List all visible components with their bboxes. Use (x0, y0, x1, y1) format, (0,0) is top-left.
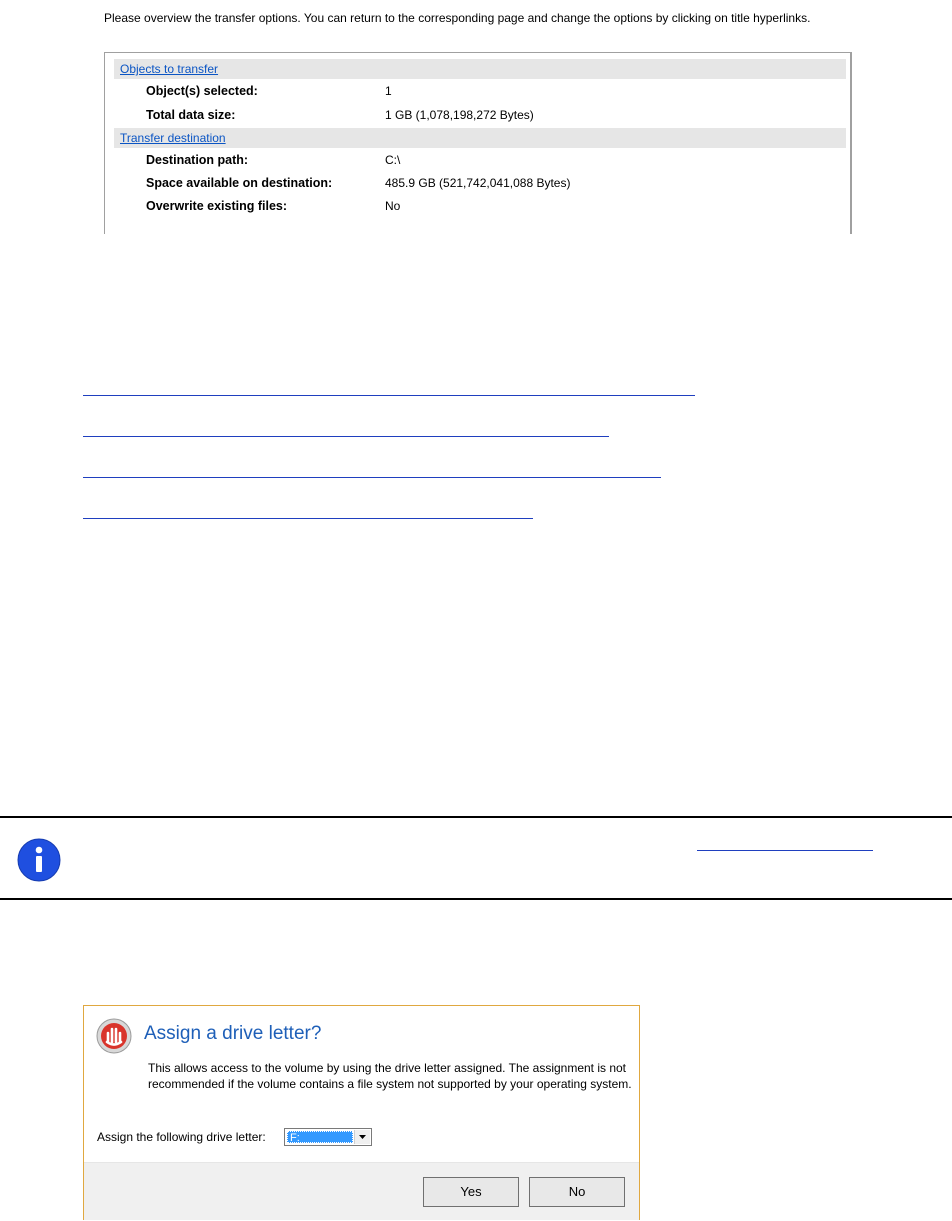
objects-selected-value: 1 (385, 84, 392, 98)
dialog-description: This allows access to the volume by using the drive letter assigned. The assignment is not recommended if the volume contains a file system not supported by your operating system. (148, 1061, 632, 1091)
doc-link-2[interactable] (83, 436, 609, 437)
overwrite-value: No (385, 199, 401, 213)
yes-button[interactable]: Yes (423, 1177, 519, 1207)
space-available-label: Space available on destination: (146, 176, 333, 190)
note-bottom-rule (0, 898, 952, 900)
drive-letter-value: F: (287, 1131, 353, 1143)
dialog-title: Assign a drive letter? (144, 1023, 322, 1044)
doc-link-3[interactable] (83, 477, 661, 478)
doc-link-4[interactable] (83, 518, 533, 519)
wizard-icon (96, 1018, 132, 1054)
section-header-destination (114, 128, 846, 148)
note-link[interactable] (697, 850, 873, 851)
summary-intro: Please overview the transfer options. You can return to the corresponding page and change the options by clicking on title hyperlinks. (104, 11, 811, 25)
objects-selected-label: Object(s) selected: (146, 84, 258, 98)
objects-to-transfer-link[interactable]: Objects to transfer (120, 62, 219, 76)
section-header-objects (114, 59, 846, 79)
chevron-down-icon[interactable] (354, 1130, 370, 1144)
destination-path-label: Destination path: (146, 153, 249, 167)
space-available-value: 485.9 GB (521,742,041,088 Bytes) (385, 176, 571, 190)
destination-path-value: C:\ (385, 153, 401, 167)
drive-letter-select[interactable] (284, 1128, 372, 1146)
transfer-destination-link[interactable]: Transfer destination (120, 131, 226, 145)
no-button[interactable]: No (529, 1177, 625, 1207)
total-size-label: Total data size: (146, 108, 236, 122)
info-icon (13, 838, 66, 883)
dialog-footer (84, 1162, 639, 1220)
doc-link-1[interactable] (83, 395, 695, 396)
drive-letter-label: Assign the following drive letter: (97, 1130, 266, 1144)
note-top-rule (0, 816, 952, 818)
overwrite-label: Overwrite existing files: (146, 199, 288, 213)
transfer-summary-panel (104, 52, 852, 234)
total-size-value: 1 GB (1,078,198,272 Bytes) (385, 108, 534, 122)
assign-drive-letter-dialog (83, 1005, 640, 1220)
